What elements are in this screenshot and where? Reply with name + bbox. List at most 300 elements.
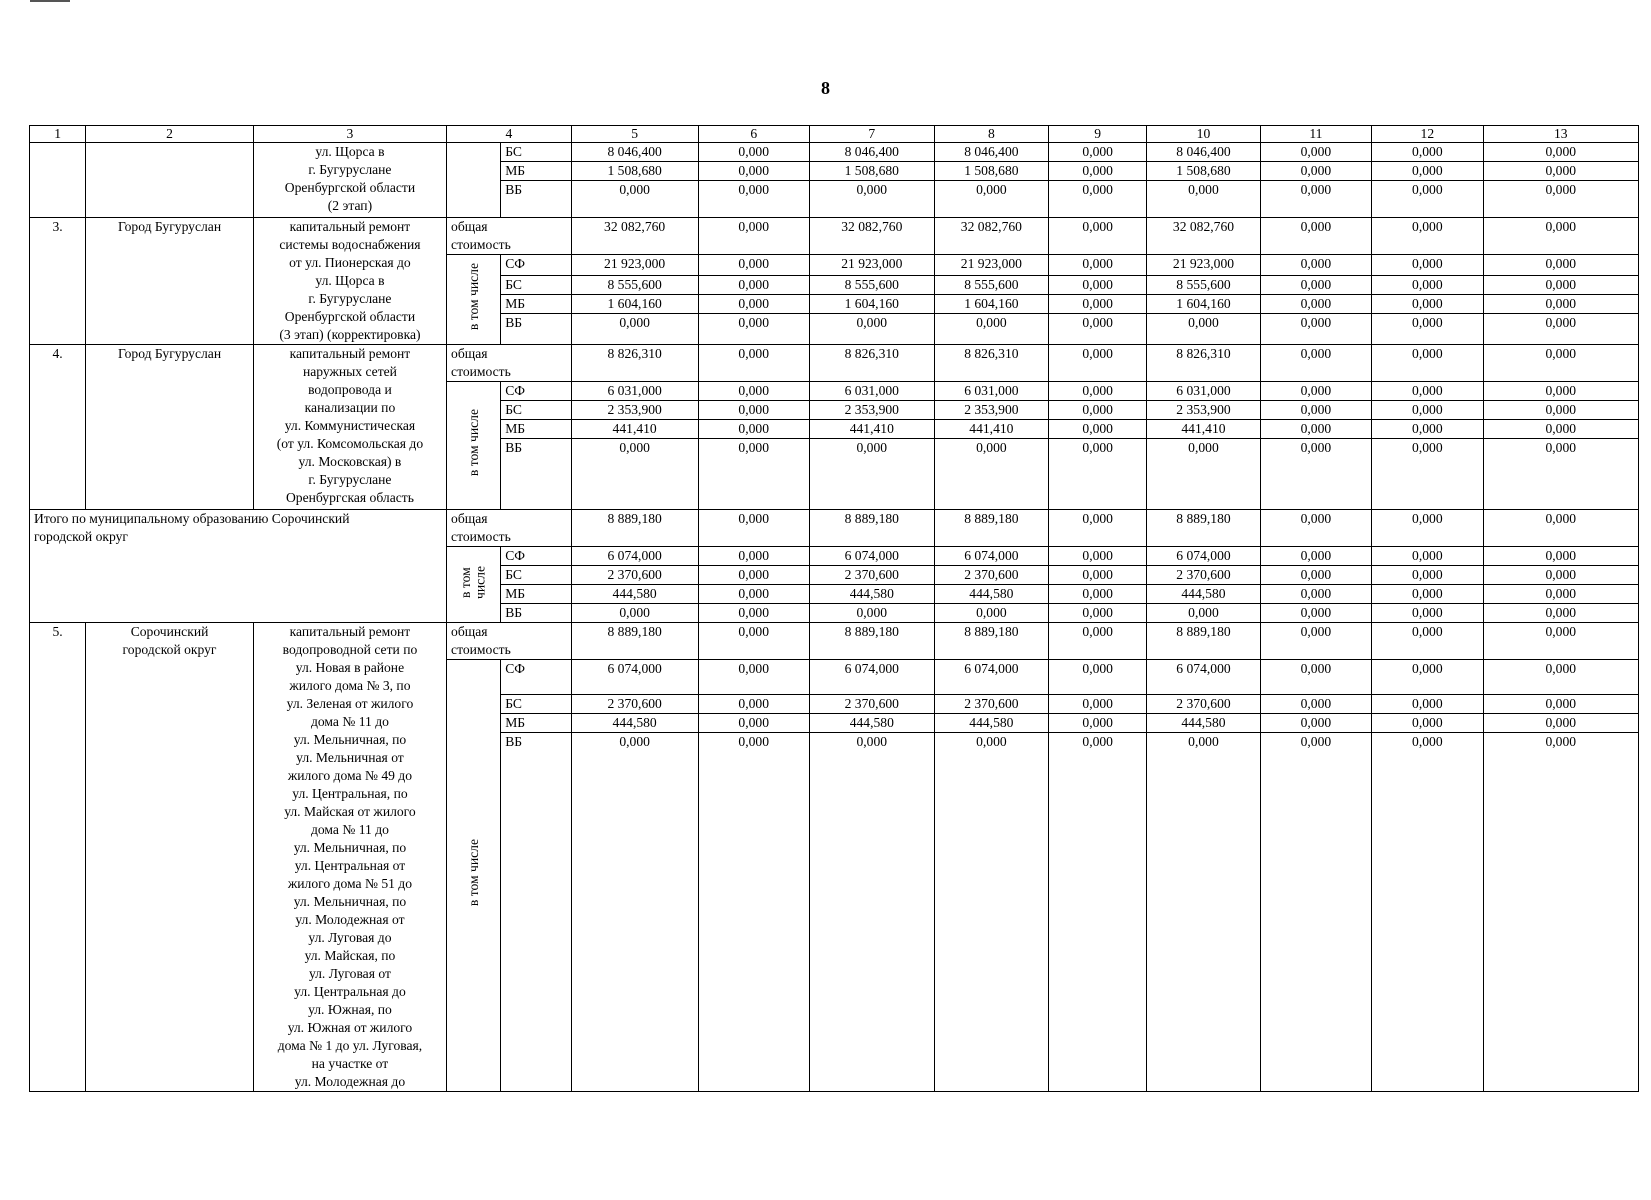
value-cell: 0,000 <box>698 547 809 566</box>
value-cell: 0,000 <box>1372 439 1483 510</box>
col-header: 13 <box>1483 126 1638 143</box>
value-cell: 0,000 <box>1483 143 1638 162</box>
including-text <box>459 566 488 599</box>
including-line: в том <box>458 566 474 598</box>
value-cell: 0,000 <box>934 733 1048 1092</box>
value-cell: 0,000 <box>809 439 934 510</box>
object-name-line: (2 этап) <box>327 198 373 213</box>
value-cell: 0,000 <box>1260 218 1371 255</box>
scan-artifact <box>30 0 70 2</box>
object-name-line: жилого дома № 3, по <box>289 678 411 693</box>
value-cell: 0,000 <box>1372 420 1483 439</box>
value-cell: 8 889,180 <box>934 510 1048 547</box>
value-cell: 0,000 <box>1483 276 1638 295</box>
entry-number <box>30 218 86 345</box>
total-cost-label-line: общая <box>451 511 488 526</box>
entry-number <box>30 623 86 1092</box>
value-cell: 0,000 <box>698 439 809 510</box>
value-cell: 0,000 <box>1483 547 1638 566</box>
object-name-line: (от ул. Комсомольская до <box>276 436 424 451</box>
object-name-line: системы водоснабжения <box>279 237 421 252</box>
object-name-line: капитальный ремонт <box>289 624 411 639</box>
value-cell: 32 082,760 <box>1147 218 1260 255</box>
value-cell: 0,000 <box>1049 181 1147 218</box>
value-cell: 0,000 <box>1147 604 1260 623</box>
value-cell: 0,000 <box>934 181 1048 218</box>
value-cell: 32 082,760 <box>571 218 698 255</box>
value-cell: 0,000 <box>1260 420 1371 439</box>
value-cell: 0,000 <box>1049 623 1147 660</box>
value-cell: 0,000 <box>1049 510 1147 547</box>
entry-number <box>30 345 86 510</box>
value-cell: 2 353,900 <box>934 401 1048 420</box>
object-name-line: на участке от <box>311 1056 389 1071</box>
table-row <box>30 218 1639 255</box>
value-cell: 2 370,600 <box>934 566 1048 585</box>
value-cell: 0,000 <box>1260 276 1371 295</box>
value-cell: 0,000 <box>1483 255 1638 276</box>
value-cell: 6 074,000 <box>1147 660 1260 695</box>
value-cell: 0,000 <box>698 420 809 439</box>
value-cell: 0,000 <box>1260 295 1371 314</box>
value-cell: 0,000 <box>1260 439 1371 510</box>
object-name-line: ул. Зеленая от жилого <box>286 696 414 711</box>
table-row <box>30 143 1639 162</box>
value-cell: 2 370,600 <box>934 695 1048 714</box>
value-cell: 0,000 <box>1049 255 1147 276</box>
value-cell: 0,000 <box>1049 401 1147 420</box>
funding-source: ВБ <box>501 314 572 345</box>
object-name-line: ул. Молодежная от <box>295 912 405 927</box>
object-name <box>253 218 446 345</box>
municipality-line: городской округ <box>122 642 217 657</box>
value-cell: 0,000 <box>1483 585 1638 604</box>
value-cell: 0,000 <box>809 733 934 1092</box>
object-name-line: ул. Мельничная, по <box>293 732 407 747</box>
value-cell: 0,000 <box>1049 566 1147 585</box>
value-cell: 2 353,900 <box>809 401 934 420</box>
financing-table <box>29 125 1639 1092</box>
value-cell: 0,000 <box>698 162 809 181</box>
value-cell: 8 889,180 <box>1147 510 1260 547</box>
total-cost-label-line: общая <box>451 624 488 639</box>
value-cell: 0,000 <box>698 295 809 314</box>
total-cost-label-line: стоимость <box>451 642 511 657</box>
value-cell: 0,000 <box>1372 181 1483 218</box>
object-name <box>253 623 446 1092</box>
value-cell: 1 508,680 <box>571 162 698 181</box>
value-cell: 0,000 <box>698 510 809 547</box>
including-line: числе <box>472 565 488 599</box>
value-cell: 8 826,310 <box>809 345 934 382</box>
value-cell: 0,000 <box>1372 143 1483 162</box>
value-cell: 0,000 <box>1260 547 1371 566</box>
value-cell: 0,000 <box>1260 660 1371 695</box>
value-cell: 0,000 <box>1483 604 1638 623</box>
value-cell: 0,000 <box>1147 439 1260 510</box>
col-header: 7 <box>809 126 934 143</box>
funding-source: ВБ <box>501 604 572 623</box>
value-cell: 8 889,180 <box>571 510 698 547</box>
value-cell: 0,000 <box>1372 218 1483 255</box>
municipality-line: Город Бугуруслан <box>117 346 222 361</box>
value-cell: 0,000 <box>809 604 934 623</box>
value-cell: 2 353,900 <box>571 401 698 420</box>
value-cell: 444,580 <box>1147 585 1260 604</box>
object-name-line: жилого дома № 51 до <box>287 876 413 891</box>
value-cell: 8 046,400 <box>571 143 698 162</box>
value-cell: 21 923,000 <box>809 255 934 276</box>
value-cell: 0,000 <box>1260 162 1371 181</box>
value-cell: 0,000 <box>1372 660 1483 695</box>
value-cell: 0,000 <box>698 382 809 401</box>
value-cell: 8 826,310 <box>571 345 698 382</box>
value-cell: 0,000 <box>1260 401 1371 420</box>
value-cell: 0,000 <box>698 604 809 623</box>
value-cell: 6 074,000 <box>934 547 1048 566</box>
value-cell: 0,000 <box>1372 314 1483 345</box>
value-cell: 0,000 <box>1260 604 1371 623</box>
object-name-line: ул. Щорса в <box>315 273 385 288</box>
page-number: 8 <box>821 78 830 98</box>
object-name-line: водопроводной сети по <box>282 642 418 657</box>
object-name-line: ул. Мельничная, по <box>293 894 407 909</box>
funding-source: БС <box>501 566 572 585</box>
value-cell: 0,000 <box>698 733 809 1092</box>
value-cell: 6 074,000 <box>934 660 1048 695</box>
value-cell: 1 604,160 <box>571 295 698 314</box>
municipality-line: Город Бугуруслан <box>117 219 222 234</box>
funding-source: БС <box>501 143 572 162</box>
value-cell: 444,580 <box>934 714 1048 733</box>
object-name-line: ул. Коммунистическая <box>284 418 416 433</box>
value-cell: 6 074,000 <box>571 547 698 566</box>
value-cell: 0,000 <box>1260 314 1371 345</box>
object-name-line: ул. Щорса в <box>315 144 385 159</box>
table-row <box>30 345 1639 382</box>
object-name-line: дома № 11 до <box>310 714 389 729</box>
value-cell: 0,000 <box>698 585 809 604</box>
object-name-line: ул. Южная от жилого <box>287 1020 413 1035</box>
value-cell: 0,000 <box>1483 695 1638 714</box>
including-label <box>447 660 501 1092</box>
entry-number <box>30 143 86 218</box>
value-cell: 8 826,310 <box>934 345 1048 382</box>
value-cell: 0,000 <box>1049 733 1147 1092</box>
total-cost-label <box>447 510 572 547</box>
entry-number-line: 3. <box>52 219 63 234</box>
value-cell: 32 082,760 <box>934 218 1048 255</box>
col-header: 1 <box>30 126 86 143</box>
value-cell: 0,000 <box>1483 314 1638 345</box>
value-cell: 0,000 <box>1260 143 1371 162</box>
value-cell: 0,000 <box>698 181 809 218</box>
value-cell: 0,000 <box>1049 295 1147 314</box>
value-cell: 0,000 <box>1260 510 1371 547</box>
value-cell: 1 604,160 <box>934 295 1048 314</box>
value-cell: 444,580 <box>809 585 934 604</box>
funding-source: СФ <box>501 255 572 276</box>
value-cell: 8 889,180 <box>934 623 1048 660</box>
funding-source: ВБ <box>501 181 572 218</box>
value-cell: 8 555,600 <box>934 276 1048 295</box>
object-name-line: капитальный ремонт <box>289 346 411 361</box>
value-cell: 0,000 <box>1372 714 1483 733</box>
value-cell: 0,000 <box>698 695 809 714</box>
object-name-line: (3 этап) (корректировка) <box>279 327 421 342</box>
value-cell: 21 923,000 <box>934 255 1048 276</box>
value-cell: 0,000 <box>698 314 809 345</box>
value-cell: 0,000 <box>1049 382 1147 401</box>
object-name-line: капитальный ремонт <box>289 219 411 234</box>
value-cell: 1 508,680 <box>1147 162 1260 181</box>
funding-source: БС <box>501 695 572 714</box>
including-text: в том числе <box>465 409 481 477</box>
total-cost-label <box>447 345 572 382</box>
object-name-line: ул. Мельничная, по <box>293 840 407 855</box>
value-cell: 0,000 <box>1483 162 1638 181</box>
total-cost-label <box>447 218 572 255</box>
including-text: в том числе <box>465 263 481 331</box>
col-header: 6 <box>698 126 809 143</box>
funding-source: БС <box>501 276 572 295</box>
value-cell: 0,000 <box>1260 623 1371 660</box>
total-cost-label-line: общая <box>451 346 488 361</box>
value-cell: 0,000 <box>1483 623 1638 660</box>
value-cell: 0,000 <box>571 604 698 623</box>
value-cell: 444,580 <box>571 714 698 733</box>
value-cell: 0,000 <box>1483 382 1638 401</box>
value-cell: 0,000 <box>698 401 809 420</box>
value-cell: 2 370,600 <box>571 695 698 714</box>
value-cell: 0,000 <box>1260 733 1371 1092</box>
object-name-line: ул. Новая в районе <box>295 660 405 675</box>
value-cell: 0,000 <box>1260 382 1371 401</box>
value-cell: 0,000 <box>1483 714 1638 733</box>
subtotal-label-line: городской округ <box>34 529 128 544</box>
value-cell: 0,000 <box>1049 585 1147 604</box>
value-cell: 8 046,400 <box>809 143 934 162</box>
value-cell: 2 370,600 <box>1147 695 1260 714</box>
value-cell: 0,000 <box>1260 585 1371 604</box>
value-cell: 0,000 <box>934 314 1048 345</box>
col-header: 4 <box>447 126 572 143</box>
value-cell: 6 031,000 <box>1147 382 1260 401</box>
value-cell: 6 031,000 <box>809 382 934 401</box>
value-cell: 0,000 <box>1372 623 1483 660</box>
value-cell: 0,000 <box>1260 345 1371 382</box>
value-cell: 0,000 <box>1049 714 1147 733</box>
value-cell: 444,580 <box>934 585 1048 604</box>
total-cost-label-line: стоимость <box>451 364 511 379</box>
funding-source: СФ <box>501 547 572 566</box>
funding-source: МБ <box>501 420 572 439</box>
object-name-line: ул. Луговая от <box>308 966 391 981</box>
value-cell: 0,000 <box>698 218 809 255</box>
object-name-line: ул. Центральная, по <box>292 786 408 801</box>
value-cell: 0,000 <box>1372 604 1483 623</box>
value-cell: 0,000 <box>1483 295 1638 314</box>
value-cell: 0,000 <box>698 255 809 276</box>
value-cell: 0,000 <box>809 181 934 218</box>
value-cell: 0,000 <box>1260 566 1371 585</box>
value-cell: 2 353,900 <box>1147 401 1260 420</box>
value-cell: 8 889,180 <box>809 623 934 660</box>
value-cell: 0,000 <box>1049 276 1147 295</box>
total-cost-label <box>447 623 572 660</box>
value-cell: 0,000 <box>1372 733 1483 1092</box>
value-cell: 0,000 <box>1147 314 1260 345</box>
object-name-line: канализации по <box>304 400 396 415</box>
object-name-line: от ул. Пионерская до <box>289 255 411 270</box>
value-cell: 0,000 <box>698 566 809 585</box>
funding-source: ВБ <box>501 439 572 510</box>
value-cell: 0,000 <box>1049 439 1147 510</box>
value-cell: 0,000 <box>1483 660 1638 695</box>
value-cell: 0,000 <box>1372 695 1483 714</box>
object-name-line: ул. Южная, по <box>308 1002 392 1017</box>
value-cell: 0,000 <box>1483 218 1638 255</box>
total-cost-label-line: общая <box>451 219 488 234</box>
value-cell: 8 889,180 <box>1147 623 1260 660</box>
value-cell: 1 508,680 <box>934 162 1048 181</box>
value-cell: 0,000 <box>1049 695 1147 714</box>
object-name-line: дома № 11 до <box>310 822 389 837</box>
value-cell: 0,000 <box>1483 420 1638 439</box>
value-cell: 0,000 <box>1372 510 1483 547</box>
value-cell: 0,000 <box>1483 566 1638 585</box>
including-text: в том числе <box>465 839 481 907</box>
value-cell: 0,000 <box>571 314 698 345</box>
funding-source: БС <box>501 401 572 420</box>
value-cell: 0,000 <box>1483 733 1638 1092</box>
col-header: 11 <box>1260 126 1371 143</box>
value-cell: 0,000 <box>1483 181 1638 218</box>
col-header: 2 <box>86 126 254 143</box>
value-cell: 0,000 <box>1049 547 1147 566</box>
entry-number-line: 5. <box>52 624 63 639</box>
value-cell: 8 889,180 <box>571 623 698 660</box>
municipality <box>86 623 254 1092</box>
object-name-line: ул. Майская от жилого <box>284 804 416 819</box>
object-name-line: ул. Луговая до <box>308 930 392 945</box>
object-name <box>253 143 446 218</box>
value-cell: 0,000 <box>1372 345 1483 382</box>
value-cell: 8 555,600 <box>1147 276 1260 295</box>
value-cell: 6 074,000 <box>1147 547 1260 566</box>
value-cell: 0,000 <box>1372 162 1483 181</box>
including-label <box>447 547 501 623</box>
value-cell: 0,000 <box>934 604 1048 623</box>
object-name-line: наружных сетей <box>302 364 397 379</box>
value-cell: 0,000 <box>698 660 809 695</box>
municipality <box>86 143 254 218</box>
municipality-line: Сорочинский <box>130 624 209 639</box>
value-cell: 2 370,600 <box>809 566 934 585</box>
object-name-line: водопровода и <box>308 382 392 397</box>
value-cell: 444,580 <box>809 714 934 733</box>
column-number-row <box>30 126 1639 143</box>
col-header: 3 <box>253 126 446 143</box>
object-name-line: ул. Молодежная до <box>294 1074 406 1089</box>
table-row <box>30 623 1639 660</box>
value-cell: 8 046,400 <box>1147 143 1260 162</box>
object-name <box>253 345 446 510</box>
value-cell: 0,000 <box>1372 255 1483 276</box>
object-name-line: жилого дома № 49 до <box>287 768 413 783</box>
value-cell: 0,000 <box>1372 295 1483 314</box>
col-header: 9 <box>1049 126 1147 143</box>
value-cell: 0,000 <box>1049 162 1147 181</box>
value-cell: 0,000 <box>1049 218 1147 255</box>
object-name-line: ул. Мельничная от <box>296 750 404 765</box>
value-cell: 2 370,600 <box>571 566 698 585</box>
object-name-line: ул. Московская) в <box>298 454 402 469</box>
value-cell: 0,000 <box>571 181 698 218</box>
object-name-line: ул. Центральная до <box>294 984 406 999</box>
object-name-line: ул. Майская, по <box>304 948 396 963</box>
value-cell: 2 370,600 <box>809 695 934 714</box>
value-cell: 0,000 <box>698 276 809 295</box>
value-cell: 0,000 <box>1049 604 1147 623</box>
table-row <box>30 510 1639 547</box>
value-cell: 21 923,000 <box>1147 255 1260 276</box>
value-cell: 0,000 <box>698 623 809 660</box>
value-cell: 2 370,600 <box>1147 566 1260 585</box>
value-cell: 0,000 <box>1049 660 1147 695</box>
value-cell: 32 082,760 <box>809 218 934 255</box>
value-cell: 444,580 <box>571 585 698 604</box>
value-cell: 0,000 <box>1260 181 1371 218</box>
value-cell: 0,000 <box>698 345 809 382</box>
value-cell: 0,000 <box>934 439 1048 510</box>
value-cell: 6 031,000 <box>571 382 698 401</box>
total-cost-label-line: стоимость <box>451 237 511 252</box>
total-cost-label-line: стоимость <box>451 529 511 544</box>
value-cell: 0,000 <box>1483 401 1638 420</box>
col-header: 10 <box>1147 126 1260 143</box>
col-header: 12 <box>1372 126 1483 143</box>
value-cell: 0,000 <box>1260 714 1371 733</box>
object-name-line: Оренбургской области <box>284 180 416 195</box>
value-cell: 1 508,680 <box>809 162 934 181</box>
value-cell: 1 604,160 <box>1147 295 1260 314</box>
value-cell: 0,000 <box>1049 314 1147 345</box>
value-cell: 0,000 <box>1483 510 1638 547</box>
funding-source: МБ <box>501 295 572 314</box>
funding-source: МБ <box>501 162 572 181</box>
value-cell: 1 604,160 <box>809 295 934 314</box>
object-name-line: г. Бугуруслане <box>308 291 392 306</box>
value-cell: 0,000 <box>1483 439 1638 510</box>
value-cell: 0,000 <box>1260 695 1371 714</box>
value-cell: 0,000 <box>1049 420 1147 439</box>
value-cell: 0,000 <box>1372 401 1483 420</box>
value-cell: 8 555,600 <box>809 276 934 295</box>
value-cell: 0,000 <box>1483 345 1638 382</box>
object-name-line: г. Бугуруслане <box>308 162 392 177</box>
value-cell: 0,000 <box>1372 276 1483 295</box>
including-label <box>447 382 501 510</box>
funding-source: СФ <box>501 382 572 401</box>
object-name-line: ул. Центральная от <box>294 858 406 873</box>
value-cell: 441,410 <box>934 420 1048 439</box>
funding-source: ВБ <box>501 733 572 1092</box>
object-name-line: Оренбургская область <box>285 490 414 505</box>
subtotal-label <box>30 510 447 623</box>
value-cell: 0,000 <box>571 733 698 1092</box>
value-cell: 0,000 <box>1372 585 1483 604</box>
